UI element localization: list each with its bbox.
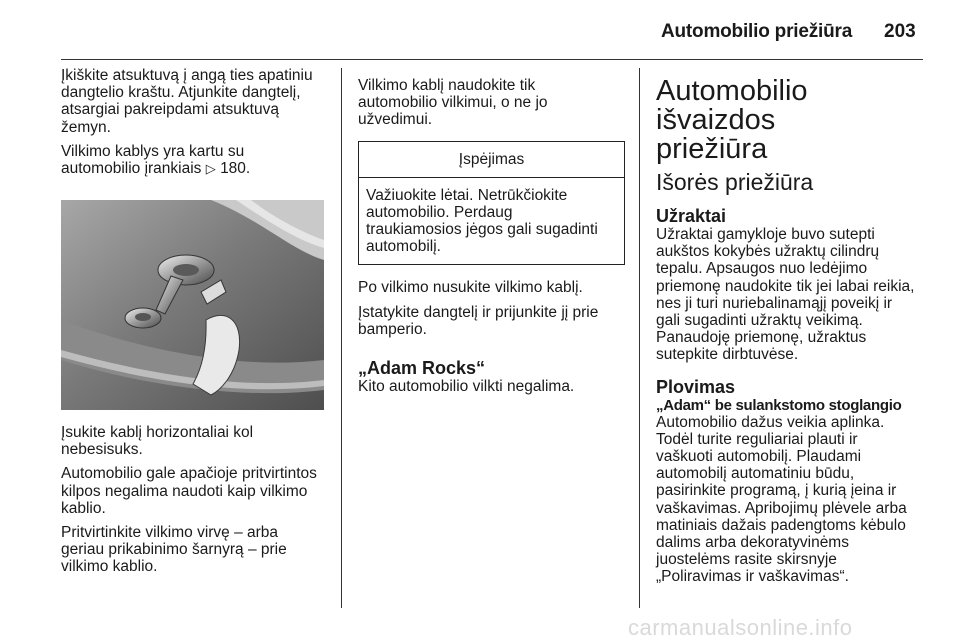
column-divider-1 <box>341 68 342 608</box>
paragraph: Po vilkimo nusukite vilkimo kablį. <box>358 279 583 297</box>
column-middle <box>358 77 623 402</box>
chapter-title: Automobilio išvaizdos priežiūra <box>656 75 808 165</box>
paragraph: Įkiškite atsuktuvą į angą ties apatiniu dangtelio kraštu. Atjunkite dangtelį, atsargiai pakreipdami atsuktuvą žemyn. <box>61 67 313 136</box>
paragraph: Įsukite kablį horizontaliai kol nebesisuks. <box>61 424 254 459</box>
sub-subsection-heading: „Adam“ be sulankstomo stoglangio <box>656 396 902 414</box>
section-title: Išorės priežiūra <box>656 169 814 195</box>
paragraph: Įstatykite dangtelį ir prijunkite jį prie bamperio. <box>358 303 599 338</box>
section-heading: „Adam Rocks“ <box>358 358 486 379</box>
column-left-lower <box>61 424 326 583</box>
paragraph: Pritvirtinkite vilkimo virvę – arba geriau prikabinimo šarnyrą – prie vilkimo kablio. <box>61 524 287 576</box>
column-divider-2 <box>639 68 640 608</box>
paragraph: Kito automobilio vilkti negalima. <box>358 378 575 396</box>
warning-body: Važiuokite lėtai. Netrūkčiokite automobilio. Perdaug traukiamosios jėgos gali sugadinti automobilį. <box>366 186 598 256</box>
warning-title: Įspėjimas <box>359 142 624 178</box>
watermark: carmanualsonline.info <box>628 615 853 640</box>
paragraph: Vilkimo kablys yra kartu su automobilio įrankiais ▷ 180. <box>61 142 251 178</box>
towing-eye-photo <box>61 200 324 410</box>
subsection-heading-washing: Plovimas <box>656 376 736 397</box>
subsection-heading-locks: Užraktai <box>656 206 727 226</box>
header-title: Automobilio priežiūra <box>661 21 853 42</box>
paragraph: Užraktai gamykloje buvo sutepti aukštos kokybės užraktų cilindrų tepalu. Apsaugos nuo ledėjimo priemonę naudokite tik jei labai reikia, nes ji turi nuriebalinamąjį poveikį ir gali sugadinti užraktų veikimą. Panaudoję priemonę, užraktus sutepkite dirbtuvėse. <box>656 226 915 364</box>
page-header <box>0 0 960 60</box>
paragraph: Automobilio gale apačioje pritvirtintos kilpos negalima naudoti kaip vilkimo kablio. <box>61 465 317 517</box>
paragraph: Automobilio dažus veikia aplinka. Todėl turite reguliariai plauti ir vaškuoti automobilį. Plaudami automobilį automatiniu būdu, pasirinkite programą, į kurią įeina ir vaškavimas. Apribojimų plėvele arba matiniais dažais padengtoms kėbulo dalims arba dekoratyvinėms juostelėms rasite skirsnyje „Poliravimas ir vaškavimas“. <box>656 413 907 586</box>
column-left <box>61 67 326 184</box>
column-right <box>656 77 924 593</box>
page-number: 203 <box>884 21 916 42</box>
warning-box <box>358 141 625 266</box>
cross-reference-page: 180. <box>220 160 251 178</box>
cross-reference-icon: ▷ <box>205 161 216 177</box>
header-divider <box>61 59 923 60</box>
paragraph: Vilkimo kablį naudokite tik automobilio vilkimui, o ne jo užvedimui. <box>358 77 548 129</box>
